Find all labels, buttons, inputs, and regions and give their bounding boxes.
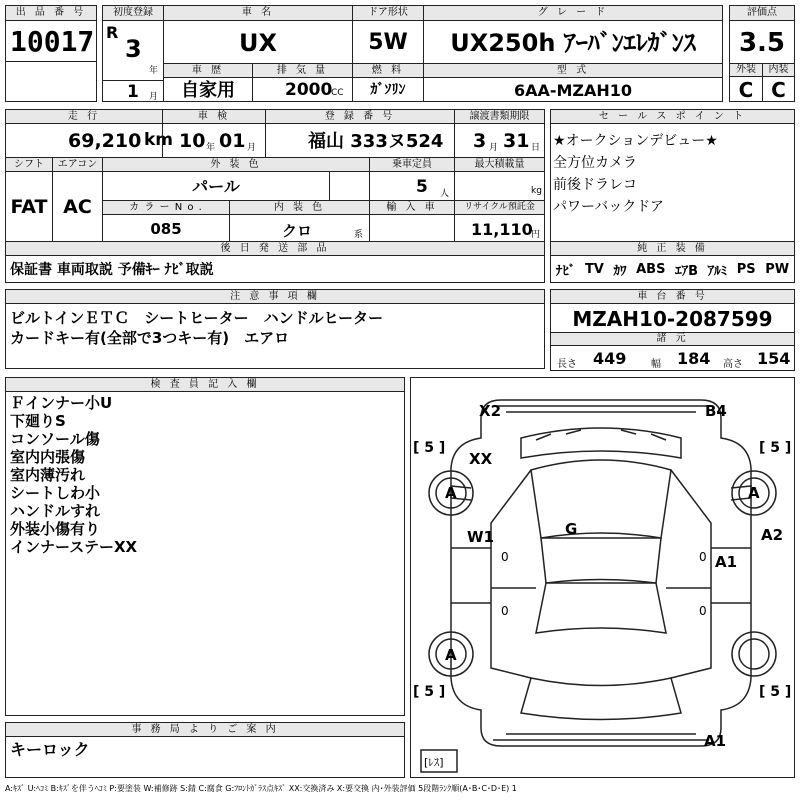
zero-mark: 0: [501, 604, 509, 618]
lot-blank: [5, 61, 97, 102]
equipment-item: PS: [736, 261, 756, 277]
office-text: キーロック: [5, 736, 405, 778]
sales-points-box: [550, 123, 795, 242]
dims-box: [550, 345, 795, 371]
inspector-line: コンソール傷: [10, 430, 100, 448]
inspector-line: 室内薄汚れ: [10, 466, 86, 484]
fuel-label: 燃 料: [352, 63, 424, 78]
inspection-month: 01: [219, 130, 246, 152]
import-box: [369, 214, 455, 242]
capacity-label: 乗車定員: [369, 157, 455, 172]
tire-mark: [ 5 ]: [759, 440, 792, 456]
inspector-line: 室内内張傷: [10, 448, 86, 466]
later-parts: 保証書 車両取説 予備ｷｰ ﾅﾋﾞ取説: [5, 255, 545, 283]
inspection-month-unit: 月: [247, 143, 257, 153]
month-unit: 月: [149, 92, 159, 102]
sales-point: 前後ドラレコ: [553, 177, 637, 193]
max-load-unit: kg: [531, 186, 542, 196]
lot-number: 10017: [5, 20, 97, 62]
door-type: 5W: [352, 20, 424, 64]
displacement-unit: CC: [331, 88, 344, 98]
displacement: 2000: [285, 80, 333, 100]
int-color-label: 内 装 色: [229, 200, 370, 215]
notes-label: 注 意 事 項 欄: [5, 289, 545, 304]
damage-mark: XX: [469, 450, 493, 468]
dims-label: 諸 元: [550, 332, 795, 346]
model-code: 6AA-MZAH10: [423, 77, 723, 102]
chassis-number: MZAH10-2087599: [550, 303, 795, 333]
grade-label: グ レ ー ド: [423, 5, 723, 21]
interior-grade-label: 内装: [762, 63, 795, 77]
equipment-item: PW: [765, 261, 790, 277]
height: 154: [757, 349, 791, 368]
inspection-box: [162, 123, 266, 158]
shift-label: シフト: [5, 157, 53, 172]
office-label: 事 務 局 よ り ご 案 内: [5, 722, 405, 737]
int-color-box: [229, 214, 370, 242]
capacity: 5: [416, 177, 428, 197]
score-label: 評価点: [729, 5, 795, 21]
lot-label: 出 品 番 号: [5, 5, 97, 21]
history: 自家用: [163, 77, 253, 102]
equipment-item: ｱﾙﾐ: [707, 263, 728, 279]
damage-mark: X2: [479, 402, 502, 420]
inspection-year: 10: [179, 130, 206, 152]
damage-mark: A: [445, 646, 457, 664]
sales-point: パワーバックドア: [553, 199, 664, 215]
displacement-label: 排 気 量: [252, 63, 353, 78]
legend: A:ｷｽﾞ U:ﾍｺﾐ B:ｷｽﾞを伴うﾍｺﾐ P:要塗装 W:補修跡 S:錆 C:腐食 G:ﾌﾛﾝﾄｶﾞﾗｽ点ｷｽﾞ XX:交換済み X:要交換 内･外装評価 5段階ﾗﾝｸ順(A･B･C･D･E) 1: [5, 784, 517, 793]
exterior-grade: C: [729, 76, 763, 102]
mileage: 69,210: [68, 130, 142, 152]
inspector-line: ハンドルすれ: [10, 502, 101, 520]
length: 449: [593, 349, 627, 368]
transfer-label: 譲渡書類期限: [454, 109, 545, 124]
spare-tire-mark: [ﾚｽ]: [424, 756, 444, 769]
zero-mark: 0: [699, 550, 707, 564]
year-unit: 年: [149, 66, 159, 76]
damage-mark: B4: [705, 402, 727, 420]
ext-color-label: 外 装 色: [102, 157, 370, 172]
recycle-box: [454, 214, 545, 242]
transfer-box: [454, 123, 545, 158]
notes-box: [5, 303, 545, 369]
height-label: 高さ: [723, 359, 743, 370]
transfer-month-unit: 月: [489, 143, 499, 153]
inspector-box: [5, 391, 405, 716]
inspector-line: 下廻りS: [10, 412, 66, 430]
mileage-box: [5, 123, 174, 158]
inspection-label: 車 検: [162, 109, 266, 124]
car-outline-icon: [411, 378, 794, 777]
damage-mark: A2: [761, 526, 784, 544]
max-load-box: [454, 171, 545, 201]
damage-mark: A1: [704, 732, 727, 750]
later-parts-label: 後 日 発 送 部 品: [5, 241, 545, 256]
model-code-label: 型 式: [423, 63, 723, 78]
aircon-label: エアコン: [52, 157, 103, 172]
ext-color-extra: [329, 171, 370, 201]
car-name-label: 車 名: [163, 5, 353, 21]
equipment-label: 純 正 装 備: [550, 241, 795, 256]
equipment-item: ABS: [636, 261, 666, 277]
sales-point: ★オークションデビュー★: [553, 133, 718, 149]
transfer-month: 3: [473, 130, 487, 152]
damage-mark: A: [445, 484, 457, 502]
inspector-line: Ｆインナー小U: [10, 394, 113, 412]
first-reg-label: 初度登録: [102, 5, 164, 21]
transfer-day-unit: 日: [531, 143, 541, 153]
equipment-item: ｴｱB: [675, 263, 699, 279]
damage-mark: A: [748, 484, 760, 502]
era: R: [106, 23, 119, 42]
recycle-unit: 円: [531, 230, 541, 240]
note-line: カードキー有(全部で3つキー有) エアロ: [10, 329, 290, 347]
reg-year: 3: [125, 35, 142, 63]
int-color-unit: 系: [354, 230, 364, 240]
damage-mark: W1: [467, 528, 494, 546]
history-label: 車 歴: [163, 63, 253, 78]
interior-grade: C: [762, 76, 795, 102]
chassis-label: 車 台 番 号: [550, 289, 795, 304]
tire-mark: [ 5 ]: [759, 684, 792, 700]
reg-month: 1: [127, 82, 139, 102]
capacity-unit: 人: [440, 189, 450, 199]
tire-mark: [ 5 ]: [413, 440, 446, 456]
tire-mark: [ 5 ]: [413, 684, 446, 700]
zero-mark: 0: [501, 550, 509, 564]
length-label: 長さ: [557, 359, 577, 370]
recycle-fee: 11,110: [471, 220, 533, 239]
max-load-label: 最大積載量: [454, 157, 545, 172]
displacement-box: [252, 77, 353, 102]
inspector-line: インナーステーXX: [10, 538, 138, 556]
import-label: 輸 入 車: [369, 200, 455, 215]
recycle-label: リサイクル預託金: [454, 200, 545, 215]
inspection-year-unit: 年: [206, 143, 216, 153]
inspector-label: 検 査 員 記 入 欄: [5, 377, 405, 392]
aircon: AC: [52, 171, 103, 242]
width: 184: [677, 349, 711, 368]
color-no: 085: [102, 214, 230, 242]
reg-number-label: 登 録 番 号: [265, 109, 455, 124]
color-no-label: カ ラ ー N o .: [102, 200, 230, 215]
zero-mark: 0: [699, 604, 707, 618]
vehicle-diagram: [410, 377, 795, 778]
car-name: UX: [163, 20, 353, 64]
inspector-line: 外装小傷有り: [10, 520, 101, 538]
door-label: ドア形状: [352, 5, 424, 21]
sales-points-label: セ ー ル ス ポ イ ン ト: [550, 109, 795, 124]
fuel: ｶﾞｿﾘﾝ: [352, 77, 424, 102]
first-reg-box: [102, 20, 164, 81]
mileage-unit: km: [144, 130, 174, 150]
shift: FAT: [5, 171, 53, 242]
exterior-grade-label: 外装: [729, 63, 763, 77]
int-color: クロ: [282, 222, 313, 240]
width-label: 幅: [651, 359, 661, 370]
equipment-item: TV: [584, 261, 604, 277]
note-line: ビルトインＥＴＣ シートヒーター ハンドルヒーター: [10, 309, 384, 327]
capacity-box: [369, 171, 455, 201]
transfer-day: 31: [503, 130, 530, 152]
mileage-label: 走 行: [5, 109, 163, 124]
sales-point: 全方位カメラ: [553, 155, 637, 171]
damage-mark: G: [565, 520, 578, 538]
damage-mark: A1: [715, 553, 738, 571]
score: 3.5: [729, 20, 795, 64]
equipment-item: ｶﾜ: [613, 263, 627, 279]
grade: UX250h ｱｰﾊﾞﾝｴﾚｶﾞﾝｽ: [423, 20, 723, 64]
equipment-item: ﾅﾋﾞ: [555, 263, 576, 279]
equipment-list: [550, 255, 795, 283]
ext-color: パール: [102, 171, 330, 201]
reg-number: 福山 333ヌ524: [265, 123, 455, 158]
inspector-line: シートしわ小: [10, 484, 101, 502]
first-reg-month-box: [102, 80, 164, 102]
